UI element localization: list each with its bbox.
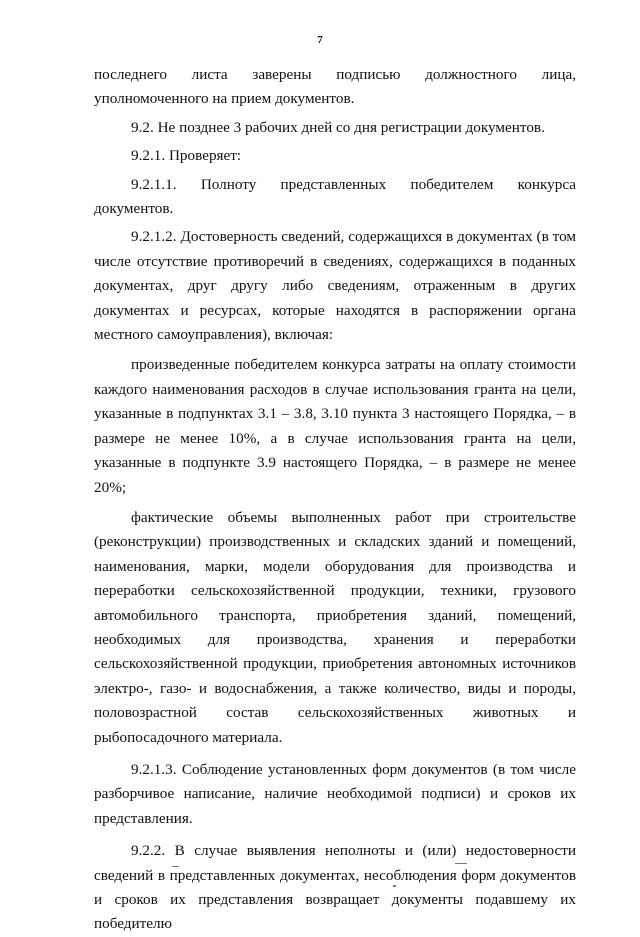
paragraph-9-2-1-1: 9.2.1.1. Полноту представленных победителем конкурса документов. [94,175,576,218]
scan-mark [455,863,467,864]
paragraph-9-2-1-3: 9.2.1.3. Соблюдение установленных форм документов (в том числе разборчивое написание, наличие необходимой подписи) и сроков их представления. [94,760,576,827]
scan-mark [393,885,396,887]
paragraph-9-2-2: 9.2.2. В случае выявления неполноты и (или) недостоверности сведений в представленных документах, несоблюдения форм документов и сроков их представления возвращает документы подавшему их победителю [94,842,576,933]
scan-mark [172,866,179,867]
paragraph-actual-volumes: фактические объемы выполненных работ при строительстве (реконструкции) производственных и складских зданий и помещений, наименования, марки, модели оборудования для производства и переработки сельскохозяйственной продукции, техники, грузового автомобильного транспорта, приобретения зданий, помещений, необходимых для производства, хранения и переработки сельскохозяйственной продукции, приобретения автономных источников электро-, газо- и водоснабжения, а также количество, виды и породы, половозрастной состав сельскохозяйственных животных и рыбопосадочного материала. [94,508,576,746]
paragraph-9-2-1-2: 9.2.1.2. Достоверность сведений, содержащихся в документах (в том числе отсутствие противоречий в сведениях, содержащихся в поданных документах, друг другу либо сведениям, отраженным в других документах и ресурсах, которые находятся в распоряжении органа местного самоуправления), включая: [94,228,576,344]
paragraph-costs: произведенные победителем конкурса затраты на оплату стоимости каждого наименования расходов в случае использования гранта на цели, указанные в подпунктах 3.1 – 3.8, 3.10 пункта 3 настоящего Порядка, – в размере не менее 10%, а в случае использования гранта на цели, указанные в подпункте 3.9 настоящего Порядка, – в размере не менее 20%; [94,356,576,496]
paragraph-9-2-1: 9.2.1. Проверяет: [131,147,242,165]
paragraph-continuation: последнего листа заверены подписью должностного лица, уполномоченного на прием документов. [94,66,576,108]
page-number: 7 [317,34,323,46]
paragraph-9-2: 9.2. Не позднее 3 рабочих дней со дня регистрации документов. [131,118,545,136]
document-body [94,63,576,937]
